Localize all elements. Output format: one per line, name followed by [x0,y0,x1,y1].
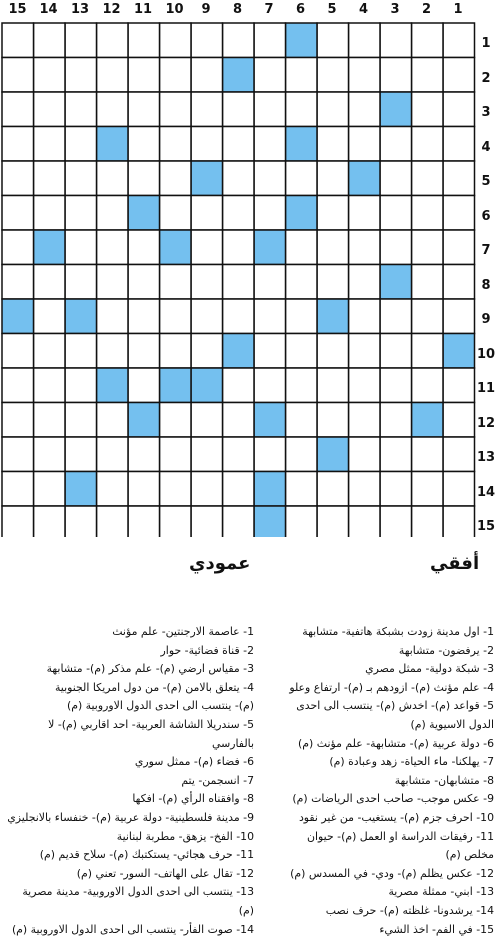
grid-cell [128,334,160,369]
grid-cell [34,472,66,507]
blocked-cell [317,299,349,334]
row-number: 3 [474,105,498,120]
down-clue: 12- تقال على الهاتف- السور- تعني (م) [4,865,254,884]
grid-cell [65,368,97,403]
grid-cell [349,437,381,472]
grid-cell [349,368,381,403]
grid-cell [191,92,223,127]
grid-cell [34,196,66,231]
grid-cell [317,230,349,265]
grid-cell [380,368,412,403]
blocked-cell [65,299,97,334]
grid-cell [128,127,160,162]
grid-cell [412,506,444,537]
grid-cell [380,196,412,231]
down-clue: 4- يتعلق بالامن (م)- من دول امريكا الجنوبية [4,679,254,698]
grid-cell [2,92,34,127]
grid-cell [97,196,129,231]
grid-cell [286,230,318,265]
grid-cell [160,437,192,472]
grid-cell [380,161,412,196]
blocked-cell [254,472,286,507]
grid-cell [286,506,318,537]
down-clue: 9- مدينة فلسطينية- دولة عربية (م)- خنفساء بالانجليزي [4,809,254,828]
grid-cell [128,58,160,93]
grid-cell [380,334,412,369]
grid-cell [349,299,381,334]
blocked-cell [223,334,255,369]
blocked-cell [223,58,255,93]
grid-cell [2,472,34,507]
blocked-cell [97,127,129,162]
grid-cell [34,334,66,369]
down-clue: 1- عاصمة الارجنتين- علم مؤنث [4,623,254,642]
across-clue: 4- علم مؤنث (م)- ازودهم بـ (م)- ارتفاع وعلو [258,679,494,698]
grid-cell [317,196,349,231]
grid-cell [286,334,318,369]
grid-cell [97,506,129,537]
grid-cell [223,127,255,162]
grid-cell [317,506,349,537]
grid-cell [128,161,160,196]
row-number: 6 [474,209,498,224]
grid-cell [97,92,129,127]
grid-cell [443,127,475,162]
grid-cell [34,92,66,127]
grid-cell [412,92,444,127]
grid-cell [223,230,255,265]
grid-cell [223,92,255,127]
grid-cell [254,196,286,231]
across-clue: 6- دولة عربية (م)- متشابهة- علم مؤنث (م) [258,735,494,754]
grid-cell [412,58,444,93]
grid-cell [2,265,34,300]
grid-cell [317,403,349,438]
column-number: 15 [0,2,35,17]
grid-cell [223,437,255,472]
grid-cell [128,92,160,127]
grid-cell [160,23,192,58]
across-clue-list [258,623,494,939]
grid-cell [34,403,66,438]
row-number: 10 [474,347,498,362]
row-number: 7 [474,243,498,258]
grid-cell [160,472,192,507]
grid-cell [34,58,66,93]
grid-cell [128,437,160,472]
grid-cell [317,127,349,162]
grid-cell [191,299,223,334]
grid-cell [65,230,97,265]
grid-cell [412,265,444,300]
blocked-cell [128,403,160,438]
grid-cell [65,58,97,93]
across-clue: 2- يرفضون- متشابهة [258,642,494,661]
grid-cell [223,265,255,300]
grid-cell [317,472,349,507]
grid-cell [349,58,381,93]
blocked-cell [254,403,286,438]
grid-cell [97,230,129,265]
grid-cell [380,437,412,472]
grid-cell [191,196,223,231]
grid-cell [286,299,318,334]
down-heading: عمودي [189,553,250,574]
down-clue: (م)- ينتسب الى احدى الدول الاوروبية (م) [4,697,254,716]
blocked-cell [160,230,192,265]
across-clue: 13- ابني- ممثلة مصرية [258,883,494,902]
grid-cell [443,368,475,403]
blocked-cell [443,334,475,369]
row-number: 12 [474,416,498,431]
grid-cell [2,230,34,265]
grid-cell [349,472,381,507]
column-number: 13 [63,2,98,17]
grid-cell [128,472,160,507]
down-clue: 6- فضاء (م)- ممثل سوري [4,753,254,772]
grid-cell [160,334,192,369]
grid-cell [349,23,381,58]
across-clue: 10- احرف جزم (م)- يستغيب- من غير نقود [258,809,494,828]
grid-cell [443,437,475,472]
grid-cell [65,23,97,58]
grid-cell [349,265,381,300]
across-clue: 9- عكس موجب- صاحب احدى الرياضات (م) [258,790,494,809]
blocked-cell [254,230,286,265]
column-number: 8 [220,2,255,17]
grid-cell [443,196,475,231]
grid-cell [160,58,192,93]
grid-cell [380,127,412,162]
grid-cell [412,196,444,231]
grid-cell [317,161,349,196]
grid-cell [286,58,318,93]
grid-cell [191,472,223,507]
grid-cell [380,299,412,334]
column-number: 10 [157,2,192,17]
across-clue: الدول الاسيوية (م) [258,716,494,735]
blocked-cell [380,265,412,300]
grid-cell [223,161,255,196]
column-number: 6 [283,2,318,17]
grid-cell [65,265,97,300]
blocked-cell [349,161,381,196]
column-number: 12 [94,2,129,17]
grid-cell [254,368,286,403]
row-number: 5 [474,174,498,189]
blocked-cell [286,127,318,162]
grid-cell [191,403,223,438]
grid-cell [412,23,444,58]
grid-cell [443,230,475,265]
row-number: 15 [474,519,498,534]
grid-cell [443,472,475,507]
down-clue: 13- ينتسب الى احدى الدول الاوروبية- مدينة مصرية (م) [4,883,254,920]
row-number: 8 [474,278,498,293]
across-clue: مخلص (م) [258,846,494,865]
grid-cell [443,299,475,334]
grid-cell [34,23,66,58]
grid-cell [286,92,318,127]
down-clue: 11- حرف هجائي- يستكتبك (م)- سلاح قديم (م) [4,846,254,865]
grid-cell [443,403,475,438]
grid-cell [160,196,192,231]
grid-cell [65,403,97,438]
grid-cell [128,230,160,265]
blocked-cell [317,437,349,472]
blocked-cell [97,368,129,403]
grid-cell [254,127,286,162]
row-number: 2 [474,71,498,86]
grid-cell [317,265,349,300]
grid-cell [191,23,223,58]
across-clue: 3- شبكة دولية- ممثل مصري [258,660,494,679]
grid-cell [412,334,444,369]
column-number: 11 [126,2,161,17]
grid-cell [2,334,34,369]
blocked-cell [286,23,318,58]
row-number: 11 [474,381,498,396]
blocked-cell [2,299,34,334]
grid-cell [286,265,318,300]
grid-cell [128,23,160,58]
grid-cell [380,230,412,265]
across-clue: 11- رفيقات الدراسة او العمل (م)- حيوان [258,828,494,847]
column-number: 1 [441,2,476,17]
blocked-cell [254,506,286,537]
grid-cell [349,127,381,162]
grid-cell [160,161,192,196]
grid-cell [349,230,381,265]
grid-cell [128,299,160,334]
across-clue: 1- اول مدينة زودت بشبكة هاتفية- متشابهة [258,623,494,642]
grid-cell [128,368,160,403]
across-heading: أفقي [430,553,479,574]
grid-cell [128,265,160,300]
grid-cell [97,58,129,93]
grid-cell [97,265,129,300]
grid-cell [34,506,66,537]
grid-cell [412,472,444,507]
grid-cell [2,196,34,231]
grid-cell [443,58,475,93]
row-number: 1 [474,36,498,51]
grid-cell [160,299,192,334]
grid-cell [317,334,349,369]
grid-cell [65,334,97,369]
grid-cell [160,127,192,162]
grid-cell [2,161,34,196]
grid-cell [254,92,286,127]
blocked-cell [160,368,192,403]
column-number: 7 [252,2,287,17]
grid-cell [412,368,444,403]
across-clue: 7- يهلكنا- ماء الحياة- زهد وعبادة (م) [258,753,494,772]
column-number: 2 [409,2,444,17]
grid-cell [286,161,318,196]
grid-cell [160,506,192,537]
grid-cell [65,161,97,196]
grid-cell [349,92,381,127]
blocked-cell [412,403,444,438]
grid-cell [254,23,286,58]
column-number: 14 [31,2,66,17]
grid-cell [443,265,475,300]
blocked-cell [128,196,160,231]
column-number: 4 [346,2,381,17]
grid-cell [254,58,286,93]
grid-cell [286,472,318,507]
down-clue: 7- انسجمن- يتم [4,772,254,791]
grid-cell [2,127,34,162]
grid-cell [65,196,97,231]
grid-cell [65,437,97,472]
grid-cell [412,230,444,265]
grid-cell [34,161,66,196]
grid-cell [2,403,34,438]
column-number: 9 [189,2,224,17]
down-clue: 10- الفخ- يزهق- مطربة لبنانية [4,828,254,847]
grid-cell [223,472,255,507]
grid-cell [2,437,34,472]
grid-cell [412,437,444,472]
grid-cell [349,334,381,369]
row-number: 9 [474,312,498,327]
down-clue: 2- قناة فضائية- حوار [4,642,254,661]
grid-cell [317,92,349,127]
column-number: 5 [315,2,350,17]
down-clue-list [4,623,254,939]
grid-cell [2,368,34,403]
grid-cell [223,299,255,334]
grid-cell [191,58,223,93]
row-number: 4 [474,140,498,155]
grid-cell [128,506,160,537]
grid-cell [160,403,192,438]
grid-cell [317,58,349,93]
across-clue: 12- عكس يظلم (م)- ودي- في المسدس (م) [258,865,494,884]
grid-cell [97,299,129,334]
grid-cell [191,265,223,300]
down-clue: 8- وافقناه الرأي (م)- افكها [4,790,254,809]
grid-cell [223,403,255,438]
grid-cell [317,23,349,58]
grid-cell [380,58,412,93]
grid-cell [286,403,318,438]
grid-cell [349,196,381,231]
grid-cell [160,265,192,300]
grid-cell [223,23,255,58]
grid-cell [34,265,66,300]
grid-cell [2,58,34,93]
blocked-cell [191,368,223,403]
blocked-cell [191,161,223,196]
grid-cell [412,161,444,196]
grid-cell [191,127,223,162]
grid-cell [34,437,66,472]
blocked-cell [34,230,66,265]
grid-cell [65,92,97,127]
down-clue: 3- مقياس ارضي (م)- علم مذكر (م)- متشابهة [4,660,254,679]
grid-cell [97,161,129,196]
grid-cell [286,368,318,403]
grid-cell [34,299,66,334]
grid-cell [34,127,66,162]
down-clue: 5- سندريلا الشاشة العربية- احد اقاربي (م)- لا [4,716,254,735]
grid-cell [443,161,475,196]
grid-cell [34,368,66,403]
grid-cell [380,23,412,58]
grid-cell [97,23,129,58]
grid-cell [443,23,475,58]
grid-cell [191,437,223,472]
grid-cell [97,437,129,472]
grid-cell [254,299,286,334]
grid-cell [191,334,223,369]
grid-cell [254,265,286,300]
grid-cell [97,334,129,369]
grid-cell [349,506,381,537]
blocked-cell [65,472,97,507]
column-number: 3 [378,2,413,17]
across-clue: 5- قواعد (م)- اخدش (م)- ينتسب الى احدى [258,697,494,716]
grid-cell [412,299,444,334]
grid-cell [65,506,97,537]
row-number: 13 [474,450,498,465]
row-number: 14 [474,485,498,500]
grid-cell [160,92,192,127]
grid-cell [191,506,223,537]
grid-cell [97,472,129,507]
grid-cell [97,403,129,438]
grid-cell [254,161,286,196]
grid-cell [412,127,444,162]
grid-cell [223,196,255,231]
down-clue: بالفارسي [4,735,254,754]
grid-cell [2,506,34,537]
grid-cell [317,368,349,403]
grid-cell [191,230,223,265]
grid-cell [286,437,318,472]
blocked-cell [380,92,412,127]
grid-cell [380,403,412,438]
grid-cell [254,437,286,472]
grid-cell [443,506,475,537]
grid-cell [2,23,34,58]
crossword-grid [0,21,476,537]
grid-cell [380,506,412,537]
grid-cell [223,506,255,537]
grid-cell [254,334,286,369]
grid-cell [380,472,412,507]
grid-cell [349,403,381,438]
grid-cell [443,92,475,127]
grid-cell [223,368,255,403]
blocked-cell [286,196,318,231]
across-clue: 8- متشابهان- متشابهة [258,772,494,791]
across-clue: 14- يرشدونا- غلظته (م)- حرف نصب [258,902,494,921]
across-clue: 15- في الفم- اخذ الشيء [258,921,494,939]
down-clue: 14- صوت الفأر- ينتسب الى احدى الدول الاوروبية (م) [4,921,254,939]
grid-cell [65,127,97,162]
